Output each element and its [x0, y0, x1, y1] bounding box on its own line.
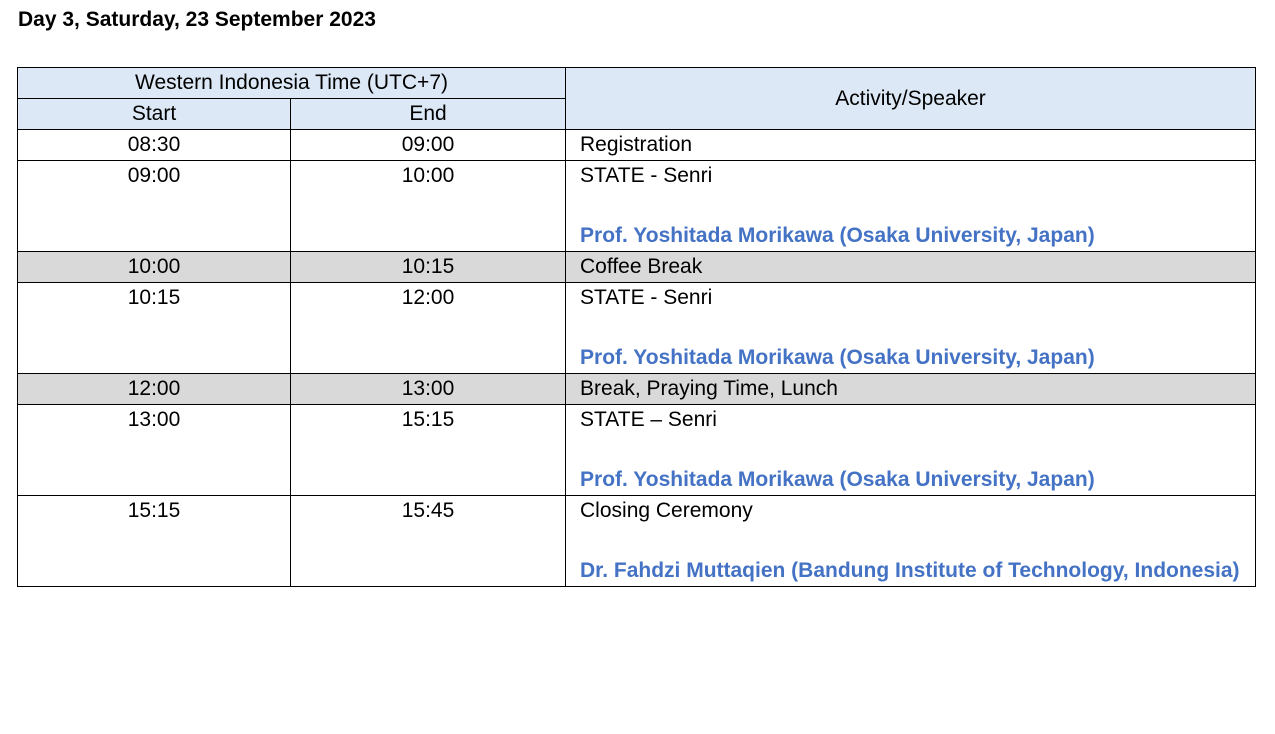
activity-cell: [566, 405, 1256, 496]
activity-label: Closing Ceremony: [580, 499, 753, 522]
activity-label: STATE - Senri: [580, 286, 713, 309]
speaker-name: Prof. Yoshitada Morikawa (Osaka University, Japan): [580, 224, 1095, 247]
start-time: 13:00: [18, 405, 291, 496]
end-time: 10:15: [291, 252, 566, 283]
activity-cell: [566, 252, 1256, 283]
activity-header: Activity/Speaker: [566, 68, 1256, 130]
end-time: 13:00: [291, 374, 566, 405]
activity-label: Registration: [580, 133, 693, 156]
activity-label: Break, Praying Time, Lunch: [580, 377, 838, 400]
activity-cell: [566, 374, 1256, 405]
table-row-break: [18, 252, 1256, 283]
activity-label: STATE – Senri: [580, 408, 717, 431]
activity-label: STATE - Senri: [580, 164, 713, 187]
end-time: 09:00: [291, 130, 566, 161]
speaker-name: Prof. Yoshitada Morikawa (Osaka University, Japan): [580, 346, 1095, 369]
start-header: Start: [18, 99, 291, 130]
timezone-header: Western Indonesia Time (UTC+7): [18, 68, 566, 99]
start-time: 09:00: [18, 161, 291, 252]
schedule-body: [18, 130, 1256, 587]
end-time: 12:00: [291, 283, 566, 374]
table-row: [18, 161, 1256, 252]
activity-cell: [566, 283, 1256, 374]
end-time: 10:00: [291, 161, 566, 252]
page-title: Day 3, Saturday, 23 September 2023: [18, 8, 376, 31]
activity-label: Coffee Break: [580, 255, 703, 278]
table-row: [18, 130, 1256, 161]
end-time: 15:45: [291, 496, 566, 587]
start-time: 10:15: [18, 283, 291, 374]
activity-cell: [566, 496, 1256, 587]
end-header: End: [291, 99, 566, 130]
activity-cell: [566, 130, 1256, 161]
table-row: [18, 283, 1256, 374]
start-time: 15:15: [18, 496, 291, 587]
end-time: 15:15: [291, 405, 566, 496]
table-row: [18, 405, 1256, 496]
table-row-break: [18, 374, 1256, 405]
activity-cell: [566, 161, 1256, 252]
header-row-timezone: [18, 68, 1256, 99]
schedule-table: [17, 67, 1256, 587]
start-time: 08:30: [18, 130, 291, 161]
start-time: 10:00: [18, 252, 291, 283]
speaker-name: Prof. Yoshitada Morikawa (Osaka University, Japan): [580, 468, 1095, 491]
start-time: 12:00: [18, 374, 291, 405]
table-row: [18, 496, 1256, 587]
speaker-name: Dr. Fahdzi Muttaqien (Bandung Institute of Technology, Indonesia): [580, 559, 1240, 582]
